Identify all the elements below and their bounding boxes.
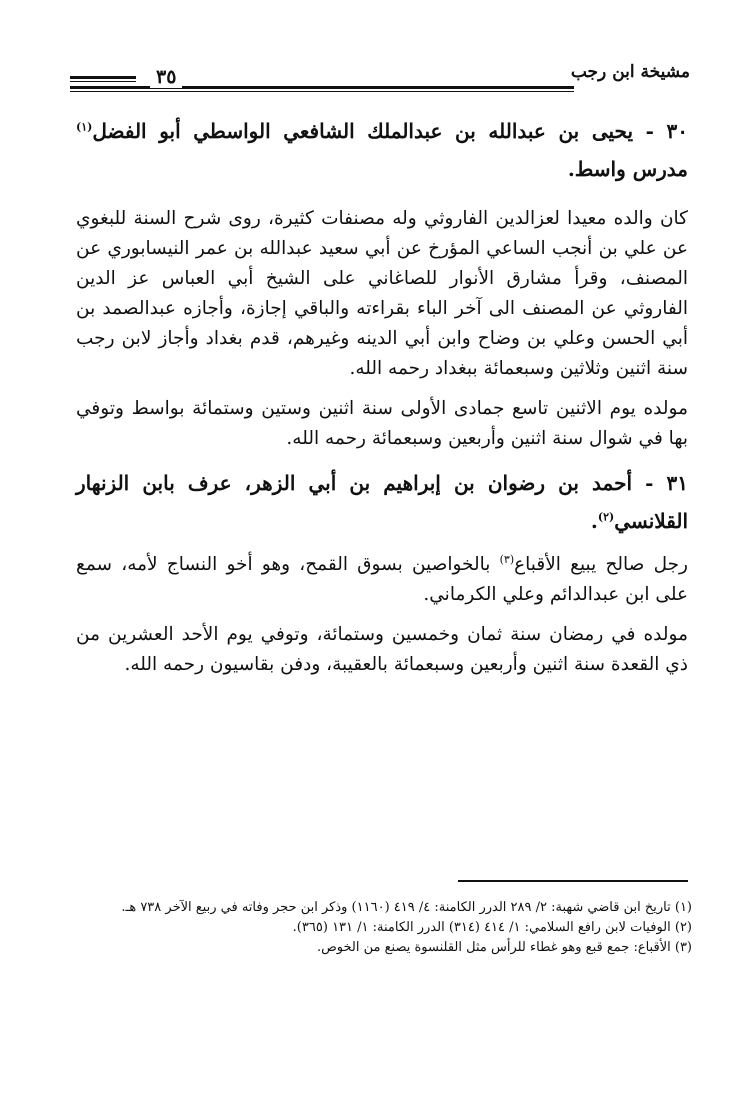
entry-heading-text: ٣٠ - يحيى بن عبدالله بن عبدالملك الشافعي الواسطي أبو الفضل	[92, 119, 688, 143]
footnote: (٢) الوفيات لابن رافع السلامي: ١/ ٤١٤ (٣١٤) الدرر الكامنة: ١/ ١٣١ (٣٦٥).	[292, 920, 692, 935]
paragraph: كان والده معيدا لعزالدين الفاروثي وله مصنفات كثيرة، روى شرح السنة للبغوي عن علي بن أنجب الساعي المؤرخ عن أبي سعيد عبدالله بن عمر النيسابوري عن المصنف، وقرأ مشارق الأنوار للصاغاني على الشيخ أبي العباس عز الدين الفاروثي عن المصنف الى آخر الباء بقراءته والباقي إجازة، وأجازه عبدالصمد بن أبي الحسن وعلي بن وضاح وابن أبي الدينه وغيرهم، قدم بغداد وأجاز لابن رجب سنة اثنين وثلاثين وسبعمائة ببغداد رحمه الله.	[76, 208, 688, 379]
entry-heading	[76, 112, 688, 188]
paragraph-rest: بالخواصين بسوق القمح، وهو أخو النساج لأمه، سمع على ابن عبدالدائم وعلي الكرماني.	[76, 554, 688, 605]
header-rule-long	[70, 86, 574, 89]
footnote-ref: (٢)	[597, 510, 615, 524]
paragraph	[76, 550, 688, 610]
running-title: مشيخة ابن رجب	[570, 62, 690, 82]
footnote-ref: (١)	[76, 120, 93, 134]
paragraph: مولده في رمضان سنة ثمان وخمسين وستمائة، وتوفي يوم الأحد العشرين من ذي القعدة سنة اثنين وأربعين وسبعمائة بالعقيبة، ودفن بقاسيون رحمه الله.	[76, 624, 688, 675]
header-rule-thin	[70, 81, 136, 82]
footnote-separator	[458, 880, 688, 882]
entry-heading-tail: .	[590, 509, 598, 533]
entry-heading	[76, 464, 688, 540]
entry-heading-tail: مدرس واسط.	[567, 157, 688, 181]
page-header	[70, 52, 692, 92]
page-number: ٣٥	[150, 66, 182, 88]
footnote: (٣) الأقباع: جمع قبع وهو غطاء للرأس مثل القلنسوة يصنع من الخوص.	[316, 940, 692, 955]
footnotes	[70, 898, 692, 958]
header-rule-long-thin	[70, 91, 574, 92]
entry-heading-text: ٣١ - أحمد بن رضوان بن إبراهيم بن أبي الزهر، عرف بابن الزنهار القلانسي	[76, 471, 688, 533]
main-text	[76, 112, 688, 680]
header-rule	[70, 76, 136, 79]
paragraph: مولده يوم الاثنين تاسع جمادى الأولى سنة اثنين وستين وستمائة بواسط وتوفي بها في شوال سنة اثنين وأربعين وسبعمائة رحمه الله.	[76, 398, 688, 449]
paragraph-start: رجل صالح يبيع الأقباع	[514, 554, 688, 575]
footnote: (١) تاريخ ابن قاضي شهبة: ٢/ ٢٨٩ الدرر الكامنة: ٤/ ٤١٩ (١١٦٠) وذكر ابن حجر وفاته في ربيع الآخر ٧٣٨ هـ.	[121, 900, 692, 915]
footnote-ref: (٣)	[499, 552, 515, 566]
